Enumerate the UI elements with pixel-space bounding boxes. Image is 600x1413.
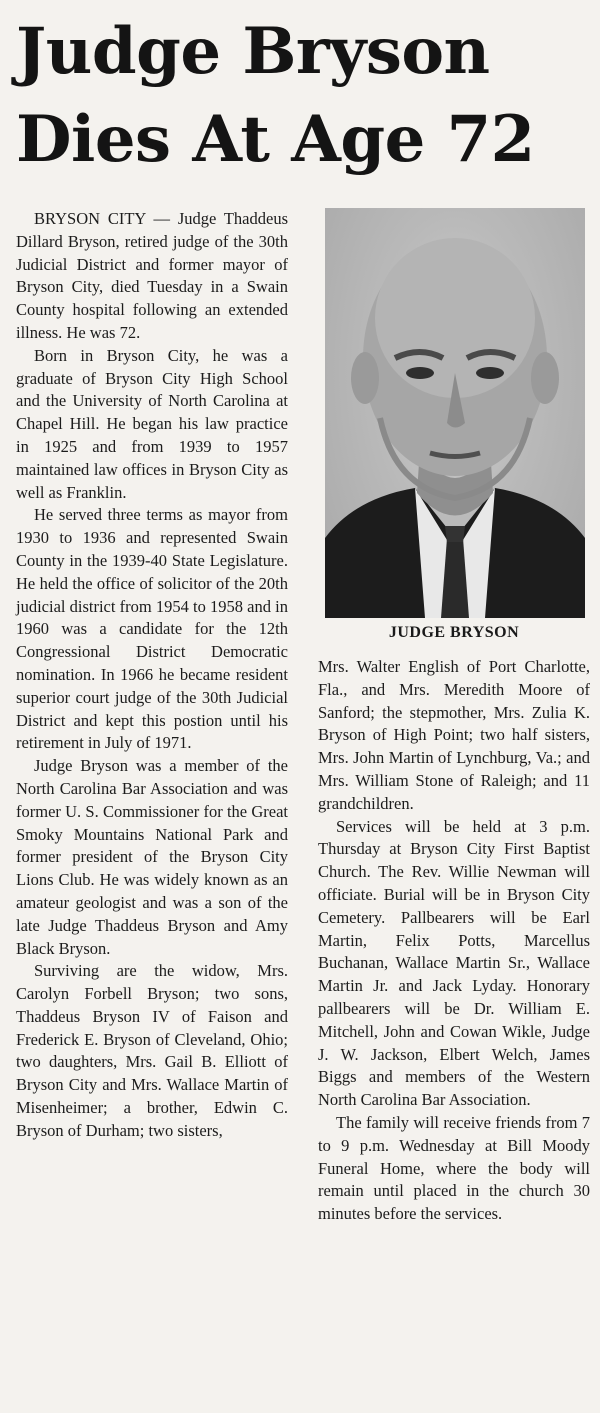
- paragraph-lede: BRYSON CITY — Judge Thaddeus Dillard Bryson, retired judge of the 30th Judicial District and former mayor of Bryson City, died Tuesday in a Swain County hospital following an extended illness. He was 72.: [16, 209, 288, 342]
- portrait-image: [325, 208, 585, 618]
- paragraph-education: Born in Bryson City, he was a graduate of Bryson City High School and the University of North Carolina at Chapel Hill. He began his law practice in 1925 and from 1939 to 1957 maintained law offices in Bryson City as well as Franklin.: [16, 345, 288, 502]
- paragraph-survivors: Surviving are the widow, Mrs. Carolyn Forbell Bryson; two sons, Thaddeus Bryson IV of Faison and Frederick E. Bryson of Cleveland, Ohio; two daughters, Mrs. Gail B. Elliott of Bryson City and Mrs. Wallace Martin of Misenheimer; a brother, Edwin C. Bryson of Durham; two sisters,: [16, 961, 288, 1140]
- portrait-photo: [325, 208, 585, 618]
- paragraph-visitation: The family will receive friends from 7 to 9 p.m. Wednesday at Bill Moody Funeral Home, where the body will remain until placed in the church 30 minutes before the services.: [318, 1112, 590, 1224]
- paragraph-services: Services will be held at 3 p.m. Thursday at Bryson City First Baptist Church. The Rev. Willie Newman will officiate. Burial will be in Bryson City Cemetery. Pallbearers will be Earl Martin, Felix Potts, Marcellus Buchanan, Wallace Martin Sr., Wallace Martin Jr. and Jack Lyday. Honorary pallbearers will be Dr. William E. Mitchell, John and Cowan Wikle, Judge J. W. Jackson, Elbert Welch, James Biggs and members of the Western North Carolina Bar Association.: [318, 816, 590, 1110]
- headline: Judge Bryson Dies At Age 72: [16, 14, 535, 177]
- article-column-right: [318, 656, 590, 1226]
- paragraph-survivors-continued: Mrs. Walter English of Port Charlotte, Fla., and Mrs. Meredith Moore of Sanford; the stepmother, Mrs. Zulia K. Bryson of High Point; two half sisters, Mrs. John Martin of Lynchburg, Va.; and Mrs. William Stone of Raleigh; and 11 grandchildren.: [318, 657, 590, 813]
- paragraph-memberships: Judge Bryson was a member of the North Carolina Bar Association and was former U. S. Commissioner for the Great Smoky Mountains National Park and former president of the Bryson City Lions Club. He was widely known as an amateur geologist and was a son of the late Judge Thaddeus Bryson and Amy Black Bryson.: [16, 756, 288, 958]
- photo-caption: JUDGE BRYSON: [388, 624, 520, 641]
- article-column-left: [16, 208, 288, 1143]
- paragraph-career: He served three terms as mayor from 1930 to 1936 and represented Swain County in the 1939-40 State Legislature. He held the office of solicitor of the 20th judicial district from 1954 to 1958 and in 1960 was a candidate for the 12th Congressional District Democratic nomination. In 1966 he became resident superior court judge of the 30th Judicial District and kept this postion until his retirement in July of 1971.: [16, 505, 288, 753]
